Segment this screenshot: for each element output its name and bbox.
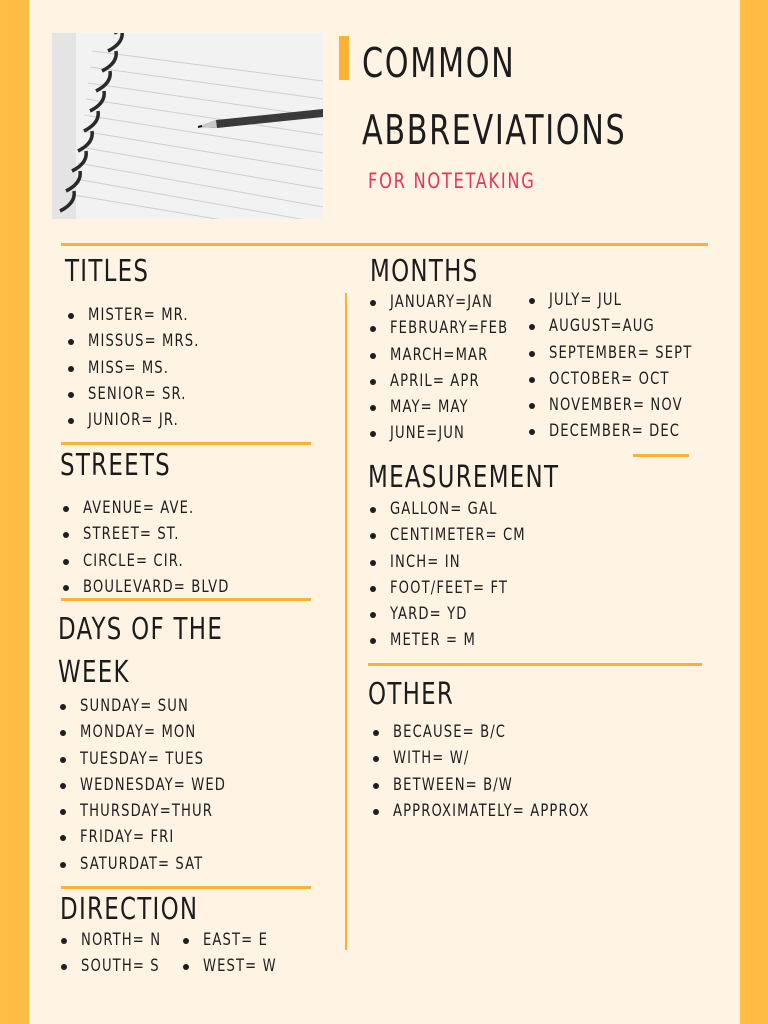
list-item: STREET= ST.: [63, 521, 253, 547]
titles-list: [68, 302, 218, 433]
months-list-col-1: [370, 289, 527, 447]
header-divider: [61, 243, 708, 246]
measurement-list: [370, 496, 548, 654]
page-subtitle: FOR NOTETAKING: [368, 169, 536, 193]
list-item: AVENUE= AVE.: [63, 495, 253, 521]
list-item: MISTER= MR.: [68, 302, 218, 328]
list-item: JANUARY=JAN: [370, 289, 527, 315]
list-item: CIRCLE= CIR.: [63, 548, 253, 574]
list-item: SUNDAY= SUN: [60, 693, 250, 719]
measurement-heading: MEASUREMENT: [368, 460, 560, 495]
list-item: APRIL= APR: [370, 368, 527, 394]
list-item: BOULEVARD= BLVD: [63, 574, 253, 600]
list-item: TUESDAY= TUES: [60, 746, 250, 772]
list-item: FRIDAY= FRI: [60, 824, 250, 850]
column-divider: [345, 293, 347, 950]
list-item: BETWEEN= B/W: [373, 772, 621, 798]
list-item: DECEMBER= DEC: [529, 418, 716, 444]
list-item: EAST= E: [183, 927, 289, 953]
streets-divider: [61, 598, 311, 601]
list-item: NORTH= N: [61, 927, 174, 953]
title-accent-bar: [339, 36, 349, 80]
days-list: [60, 693, 250, 877]
titles-divider: [61, 442, 311, 445]
days-heading-line-1: DAYS OF THE: [58, 612, 224, 647]
list-item: YARD= YD: [370, 601, 548, 627]
list-item: SEPTEMBER= SEPT: [529, 340, 716, 366]
list-item: CENTIMETER= CM: [370, 522, 548, 548]
streets-heading: STREETS: [60, 448, 172, 483]
direction-list-col-2: [183, 927, 289, 980]
list-item: SOUTH= S: [61, 953, 174, 979]
other-list: [373, 719, 621, 824]
list-item: JUNIOR= JR.: [68, 407, 218, 433]
months-list-col-2: [529, 287, 716, 445]
list-item: MISSUS= MRS.: [68, 328, 218, 354]
titles-heading: TITLES: [65, 254, 150, 289]
months-divider: [633, 454, 689, 457]
list-item: BECAUSE= B/C: [373, 719, 621, 745]
page-title-line-1: COMMON: [362, 39, 516, 87]
list-item: APPROXIMATELY= APPROX: [373, 798, 621, 824]
list-item: SATURDAT= SAT: [60, 851, 250, 877]
list-item: FEBRUARY=FEB: [370, 315, 527, 341]
list-item: MONDAY= MON: [60, 719, 250, 745]
page-title-line-2: ABBREVIATIONS: [362, 106, 627, 154]
list-item: AUGUST=AUG: [529, 313, 716, 339]
direction-list-col-1: [61, 927, 174, 980]
notebook-photo: [52, 33, 323, 219]
list-item: NOVEMBER= NOV: [529, 392, 716, 418]
measurement-divider: [368, 663, 702, 666]
list-item: OCTOBER= OCT: [529, 366, 716, 392]
list-item: JULY= JUL: [529, 287, 716, 313]
list-item: FOOT/FEET= FT: [370, 575, 548, 601]
list-item: JUNE=JUN: [370, 420, 527, 446]
other-heading: OTHER: [368, 677, 455, 712]
days-divider: [61, 886, 311, 889]
list-item: MAY= MAY: [370, 394, 527, 420]
list-item: MISS= MS.: [68, 355, 218, 381]
direction-heading: DIRECTION: [60, 892, 199, 927]
streets-list: [63, 495, 253, 600]
list-item: GALLON= GAL: [370, 496, 548, 522]
list-item: MARCH=MAR: [370, 342, 527, 368]
list-item: METER = M: [370, 627, 548, 653]
list-item: WEDNESDAY= WED: [60, 772, 250, 798]
months-heading: MONTHS: [370, 254, 479, 289]
list-item: THURSDAY=THUR: [60, 798, 250, 824]
notebook-pen-illustration: [52, 33, 323, 219]
list-item: WEST= W: [183, 953, 289, 979]
days-heading-line-2: WEEK: [58, 655, 130, 690]
list-item: INCH= IN: [370, 549, 548, 575]
list-item: SENIOR= SR.: [68, 381, 218, 407]
list-item: WITH= W/: [373, 745, 621, 771]
